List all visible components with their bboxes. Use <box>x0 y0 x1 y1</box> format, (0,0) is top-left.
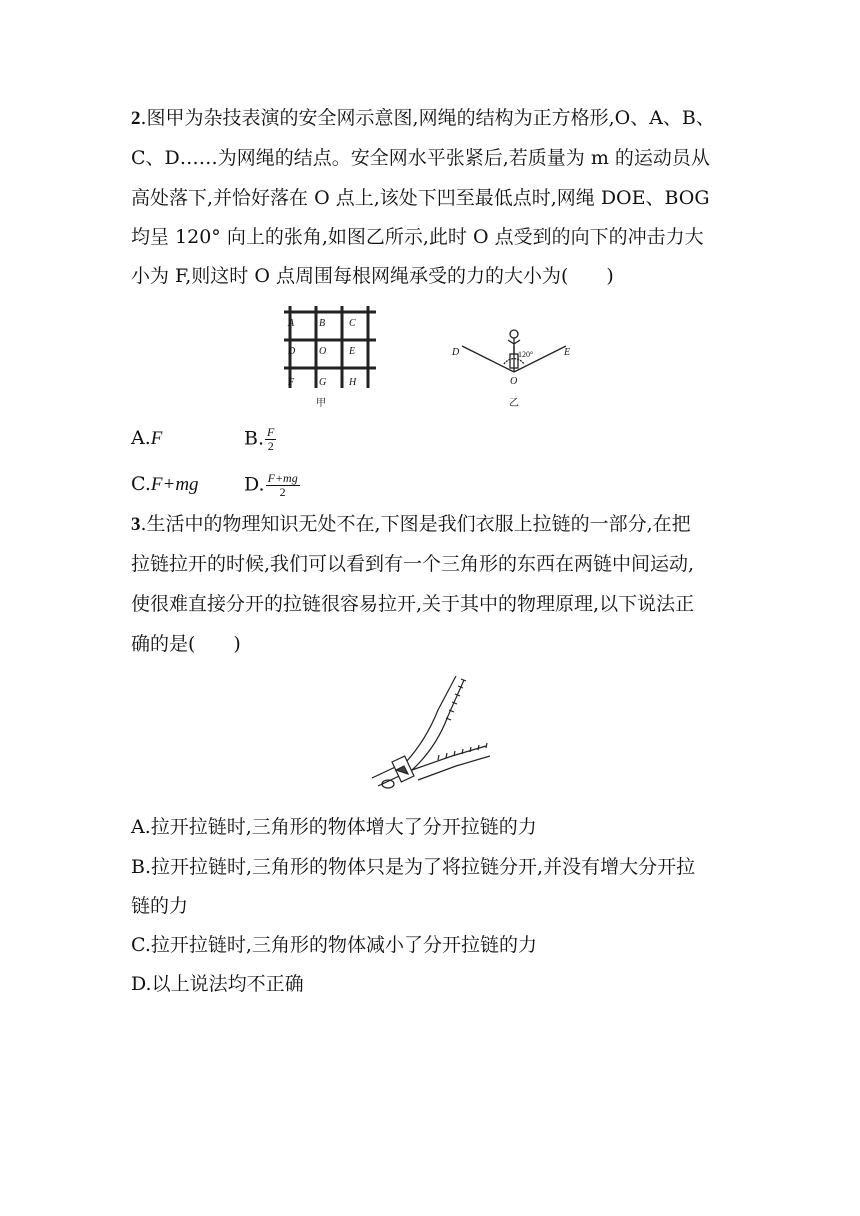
label-yi-D: D <box>452 347 460 358</box>
q2-text-1: .图甲为杂技表演的安全网示意图,网绳的结构为正方格形,O、A、B、 <box>140 107 715 129</box>
label-O: O <box>319 346 327 357</box>
figure-jia-net-grid <box>282 298 392 408</box>
q2-option-a-letter: A. <box>131 427 151 449</box>
q2-line-3: 高处落下,并恰好落在 O 点上,该处下凹至最低点时,网绳 DOE、BOG <box>131 187 710 209</box>
q2-option-d <box>244 472 300 499</box>
label-D: D <box>288 346 296 357</box>
label-E: E <box>349 346 356 357</box>
angle-label: 120° <box>518 350 534 359</box>
q3-line-1 <box>131 512 691 537</box>
q2-option-c-text: F+mg <box>150 474 199 495</box>
q2-option-c <box>131 472 199 497</box>
q3-line-3: 使很难直接分开的拉链很容易拉开,关于其中的物理原理,以下说法正 <box>131 593 695 615</box>
q2-line-4: 均呈 120° 向上的张角,如图乙所示,此时 O 点受到的向下的冲击力大 <box>131 226 704 248</box>
q2-option-b-denominator: 2 <box>267 439 274 453</box>
q3-option-b-line-2: 链的力 <box>131 895 189 917</box>
q3-text-1: .生活中的物理知识无处不在,下图是我们衣服上拉链的一部分,在把 <box>140 513 691 535</box>
q2-line-1 <box>131 106 715 131</box>
label-G: G <box>319 377 327 388</box>
q2-option-d-numerator: F+mg <box>267 471 298 485</box>
label-H: H <box>349 377 357 388</box>
q2-number: 2 <box>131 108 141 129</box>
label-C: C <box>349 318 356 329</box>
q3-line-2: 拉链拉开的时候,我们可以看到有一个三角形的东西在两链中间运动, <box>131 553 695 575</box>
figure-yi-diagram <box>448 298 588 408</box>
q3-line-4: 确的是( ) <box>131 633 241 655</box>
q2-option-b-numerator: F <box>267 425 275 439</box>
q2-option-d-fraction <box>266 472 300 499</box>
q3-option-d: D.以上说法均不正确 <box>131 973 304 995</box>
figure-jia-caption: 甲 <box>316 398 326 408</box>
q2-option-d-letter: D. <box>244 473 265 496</box>
figure-yi-caption: 乙 <box>509 398 519 408</box>
q2-option-a <box>131 426 162 451</box>
q2-option-b-letter: B. <box>244 427 265 450</box>
label-A: A <box>288 318 295 329</box>
q2-option-b-fraction <box>265 426 276 453</box>
q2-option-c-letter: C. <box>131 473 151 495</box>
q2-line-5: 小为 F,则这时 O 点周围每根网绳承受的力的大小为( ) <box>131 265 614 287</box>
label-yi-O: O <box>510 376 518 387</box>
q2-option-b <box>244 426 276 453</box>
label-B: B <box>319 318 326 329</box>
q3-option-b-line-1: B.拉开拉链时,三角形的物体只是为了将拉链分开,并没有增大分开拉 <box>131 856 696 878</box>
zipper-figure <box>366 670 496 800</box>
q3-number: 3 <box>131 514 141 535</box>
q3-option-a: A.拉开拉链时,三角形的物体增大了分开拉链的力 <box>131 816 537 838</box>
label-F: F <box>288 377 295 388</box>
q2-option-a-text: F <box>150 428 163 449</box>
q2-line-2: C、D……为网绳的结点。安全网水平张紧后,若质量为 m 的运动员从 <box>131 147 710 169</box>
label-yi-E: E <box>564 347 571 358</box>
q2-option-d-denominator: 2 <box>279 485 286 499</box>
q3-option-c: C.拉开拉链时,三角形的物体减小了分开拉链的力 <box>131 934 537 956</box>
